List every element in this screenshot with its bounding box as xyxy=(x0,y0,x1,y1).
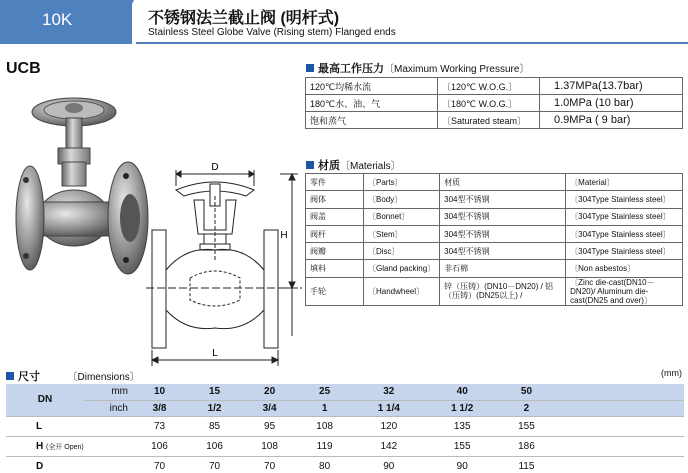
table-row xyxy=(6,384,684,400)
part-cn: 阀体 xyxy=(306,191,364,208)
dim-value: 186 xyxy=(499,436,554,456)
dn-label: DN xyxy=(6,384,84,416)
dim-value: 70 xyxy=(132,456,187,473)
materials-table xyxy=(305,173,683,306)
part-cn: 阀盖 xyxy=(306,208,364,225)
part-cn: 手轮 xyxy=(306,277,364,305)
spacer xyxy=(554,400,684,416)
spacer xyxy=(554,456,684,473)
dim-note: (全开 Open) xyxy=(46,443,84,451)
table-row xyxy=(306,277,683,305)
material-cn: 非石棉 xyxy=(440,260,566,277)
dn-mm-value: 25 xyxy=(297,384,352,400)
pressure-condition-en: 〔Saturated steam〕 xyxy=(438,112,540,129)
section-tab-slant xyxy=(112,0,134,44)
dimensions-table xyxy=(6,384,684,473)
part-en: 〔Disc〕 xyxy=(364,243,440,260)
dim-value: 119 xyxy=(297,436,352,456)
table-row xyxy=(6,400,684,416)
dn-mm-value: 50 xyxy=(499,384,554,400)
dim-value: 70 xyxy=(187,456,242,473)
valve-photo xyxy=(4,90,154,300)
dn-mm-value: 20 xyxy=(242,384,297,400)
spacer xyxy=(554,416,684,436)
pressure-condition-cn: 120℃均稀水流 xyxy=(306,78,438,95)
dim-value: 155 xyxy=(499,416,554,436)
spacer xyxy=(554,384,684,400)
material-en: 〔304Type Stainless steel〕 xyxy=(566,225,683,242)
dim-label-l: L xyxy=(212,348,218,359)
dim-value: 108 xyxy=(297,416,352,436)
dn-inch-value: 1 1/2 xyxy=(426,400,499,416)
material-en: 〔Zinc die-cast(DN10－DN20)/ Aluminum die-cast(DN25 and over)〕 xyxy=(566,277,683,305)
bullet-icon xyxy=(6,372,14,380)
dimensions-title: 尺寸 xyxy=(18,371,40,383)
dim-value: 80 xyxy=(297,456,352,473)
header-rule xyxy=(136,42,688,44)
table-row xyxy=(6,456,684,473)
part-cn: 填料 xyxy=(306,260,364,277)
dim-row-label xyxy=(6,436,132,456)
bullet-icon xyxy=(306,64,314,72)
table-row xyxy=(6,436,684,456)
unit-label: (mm) xyxy=(661,368,682,378)
material-cn: 304型不锈钢 xyxy=(440,208,566,225)
dn-inch-value: 2 xyxy=(499,400,554,416)
dim-value: 155 xyxy=(426,436,499,456)
dn-inch-value: 1/2 xyxy=(187,400,242,416)
dim-value: 90 xyxy=(352,456,425,473)
pressure-heading xyxy=(306,60,529,76)
page-header xyxy=(0,0,688,44)
materials-title-en: 〔Materials〕 xyxy=(340,161,401,172)
dn-inch-value: 3/8 xyxy=(132,400,187,416)
material-en: 〔Material〕 xyxy=(566,174,683,191)
part-en: 〔Gland packing〕 xyxy=(364,260,440,277)
dim-value: 85 xyxy=(187,416,242,436)
dim-value: 120 xyxy=(352,416,425,436)
pressure-condition-en: 〔120℃ W.O.G.〕 xyxy=(438,78,540,95)
dn-mm-value: 40 xyxy=(426,384,499,400)
table-row xyxy=(306,260,683,277)
material-cn: 304型不锈钢 xyxy=(440,225,566,242)
dn-mm-value: 32 xyxy=(352,384,425,400)
material-cn: 304型不锈钢 xyxy=(440,191,566,208)
dn-inch-value: 1 1/4 xyxy=(352,400,425,416)
pressure-condition-cn: 饱和蒸气 xyxy=(306,112,438,129)
dim-value: 90 xyxy=(426,456,499,473)
dim-row-label xyxy=(6,416,132,436)
material-en: 〔304Type Stainless steel〕 xyxy=(566,208,683,225)
pressure-title-en: 〔Maximum Working Pressure〕 xyxy=(384,64,530,75)
dim-value: 95 xyxy=(242,416,297,436)
dim-code: H xyxy=(36,440,44,452)
table-row xyxy=(306,243,683,260)
pressure-table xyxy=(305,77,683,129)
part-en: 〔Handwheel〕 xyxy=(364,277,440,305)
dn-mm-value: 10 xyxy=(132,384,187,400)
part-en: 〔Bonnet〕 xyxy=(364,208,440,225)
table-row xyxy=(306,78,683,95)
bullet-icon xyxy=(306,161,314,169)
section-code: 10K xyxy=(42,10,73,29)
dim-label-d: D xyxy=(211,162,219,173)
dn-inch-value: 3/4 xyxy=(242,400,297,416)
pressure-value: 0.9MPa ( 9 bar) xyxy=(540,112,683,129)
pressure-condition-cn: 180℃水、油、气 xyxy=(306,95,438,112)
table-row xyxy=(6,416,684,436)
dn-inch-value: 1 xyxy=(297,400,352,416)
spacer xyxy=(554,436,684,456)
table-row xyxy=(306,191,683,208)
materials-heading xyxy=(306,157,401,173)
part-en: 〔Parts〕 xyxy=(364,174,440,191)
material-en: 〔304Type Stainless steel〕 xyxy=(566,191,683,208)
page-subtitle: Stainless Steel Globe Valve (Rising stem) Flanged ends xyxy=(148,27,396,38)
dimension-drawing xyxy=(146,160,302,370)
dimensions-title-en: 〔Dimensions〕 xyxy=(67,372,140,383)
dim-code: L xyxy=(36,420,43,432)
pressure-value: 1.0MPa (10 bar) xyxy=(540,95,683,112)
inch-label: inch xyxy=(84,400,132,416)
material-cn: 锌（压铸）(DN10－DN20) / 铝（压铸）(DN25以上) / xyxy=(440,277,566,305)
dimensions-heading xyxy=(6,368,140,384)
materials-title: 材质 xyxy=(318,160,340,172)
dim-row-label xyxy=(6,456,132,473)
dim-code: D xyxy=(36,460,44,472)
dim-value: 142 xyxy=(352,436,425,456)
dim-value: 70 xyxy=(242,456,297,473)
dim-value: 115 xyxy=(499,456,554,473)
dim-value: 106 xyxy=(187,436,242,456)
pressure-value: 1.37MPa(13.7bar) xyxy=(540,78,683,95)
material-cn: 304型不锈钢 xyxy=(440,243,566,260)
dim-value: 106 xyxy=(132,436,187,456)
part-cn: 阀杆 xyxy=(306,225,364,242)
material-en: 〔304Type Stainless steel〕 xyxy=(566,243,683,260)
dn-mm-value: 15 xyxy=(187,384,242,400)
pressure-condition-en: 〔180℃ W.O.G.〕 xyxy=(438,95,540,112)
table-row xyxy=(306,208,683,225)
page-title: 不锈钢法兰截止阀 (明杆式) xyxy=(148,10,340,27)
part-cn: 零件 xyxy=(306,174,364,191)
dim-value: 108 xyxy=(242,436,297,456)
part-cn: 阀瓣 xyxy=(306,243,364,260)
table-row xyxy=(306,174,683,191)
table-row xyxy=(306,225,683,242)
material-cn: 材质 xyxy=(440,174,566,191)
dim-label-h: H xyxy=(280,230,288,241)
mm-label: mm xyxy=(84,384,132,400)
part-en: 〔Stem〕 xyxy=(364,225,440,242)
pressure-title: 最高工作压力 xyxy=(318,63,384,75)
table-row xyxy=(306,112,683,129)
part-en: 〔Body〕 xyxy=(364,191,440,208)
dim-value: 135 xyxy=(426,416,499,436)
model-code: UCB xyxy=(6,60,41,77)
material-en: 〔Non asbestos〕 xyxy=(566,260,683,277)
table-row xyxy=(306,95,683,112)
dim-value: 73 xyxy=(132,416,187,436)
